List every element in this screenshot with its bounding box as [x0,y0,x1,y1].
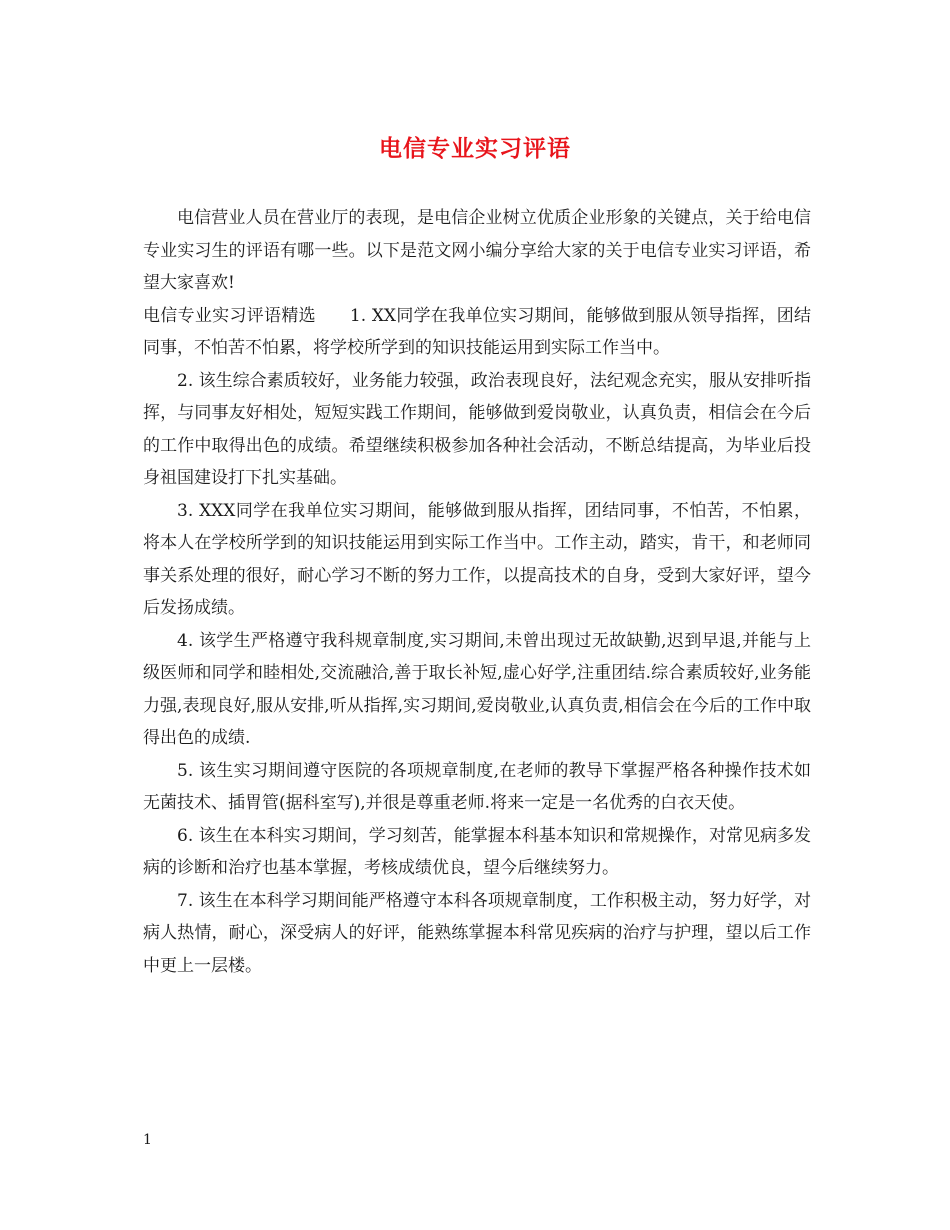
section-first-line [143,300,811,365]
list-item: 3. XXX同学在我单位实习期间，能够做到服从指挥，团结同事，不怕苦，不怕累，将本人在学校所学到的知识技能运用到实际工作当中。工作主动，踏实，肯干，和老师同事关系处理的很好，耐心学习不断的努力工作，以提高技术的自身，受到大家好评，望今后发扬成绩。 [143,500,811,618]
list-item: 1. XX同学在我单位实习期间，能够做到服从领导指挥，团结同事，不怕苦不怕累，将学校所学到的知识技能运用到实际工作当中。 [143,305,811,358]
list-item: 6. 该生在本科实习期间，学习刻苦，能掌握本科基本知识和常规操作，对常见病多发病的诊断和治疗也基本掌握，考核成绩优良，望今后继续努力。 [143,825,811,878]
list-item: 4. 该学生严格遵守我科规章制度,实习期间,未曾出现过无故缺勤,迟到早退,并能与上级医师和同学和睦相处,交流融洽,善于取长补短,虚心好学,注重团结.综合素质较好,业务能力强,表现良好,服从安排,听从指挥,实习期间,爱岗敬业,认真负责,相信会在今后的工作中取得出色的成绩. [143,630,811,748]
document-title: 电信专业实习评语 [379,135,571,162]
list-item: 2. 该生综合素质较好，业务能力较强，政治表现良好，法纪观念充实，服从安排听指挥，与同事友好相处，短短实践工作期间，能够做到爱岗敬业，认真负责，相信会在今后的工作中取得出色的成绩。希望继续积极参加各种社会活动，不断总结提高，为毕业后投身祖国建设打下扎实基础。 [143,370,811,488]
intro-paragraph: 电信营业人员在营业厅的表现，是电信企业树立优质企业形象的关键点，关于给电信专业实习生的评语有哪一些。以下是范文网小编分享给大家的关于电信专业实习评语，希望大家喜欢! [143,208,811,293]
section-heading: 电信专业实习评语精选 [143,305,316,326]
page-number: 1 [143,1132,152,1148]
document-body [143,202,811,982]
list-item: 5. 该生实习期间遵守医院的各项规章制度,在老师的教导下掌握严格各种操作技术如无菌技术、插胃管(据科室写),并很是尊重老师.将来一定是一名优秀的白衣天使。 [143,760,811,813]
list-item: 7. 该生在本科学习期间能严格遵守本科各项规章制度，工作积极主动，努力好学，对病人热情，耐心，深受病人的好评，能熟练掌握本科常见疾病的治疗与护理，望以后工作中更上一层楼。 [143,890,811,976]
